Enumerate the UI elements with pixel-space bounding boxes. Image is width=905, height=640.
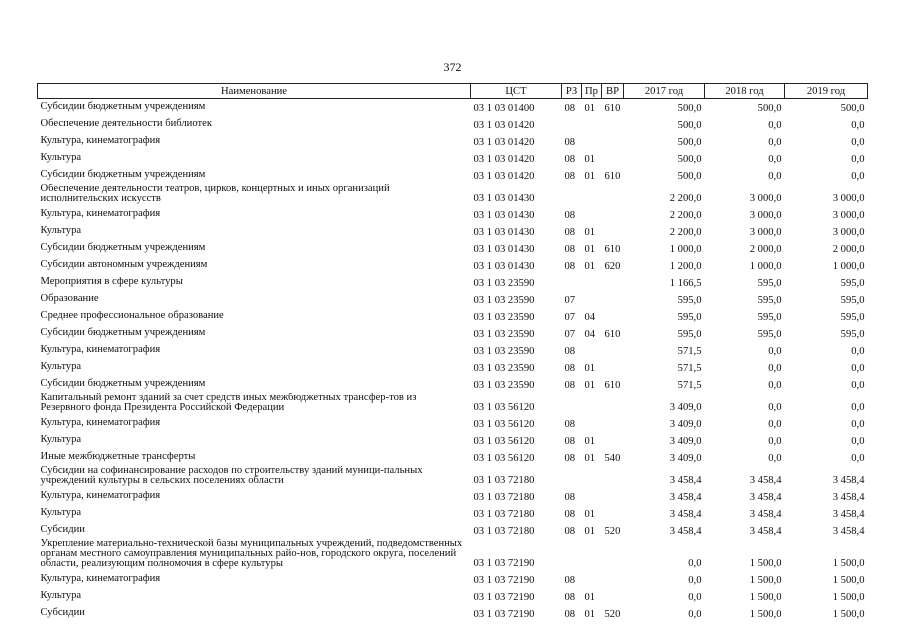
row-2019: 1 500,0 — [832, 558, 865, 569]
row-pr — [582, 291, 602, 308]
row-cst: 03 1 03 72190 — [473, 592, 535, 603]
row-2018: 0,0 — [768, 154, 782, 165]
row-pr — [582, 466, 602, 488]
row-pr — [582, 571, 602, 588]
row-2017: 0,0 — [688, 609, 702, 620]
row-pr — [582, 116, 602, 133]
row-cst: 03 1 03 72190 — [473, 609, 535, 620]
page-number: 372 — [443, 60, 462, 74]
row-rz: 08 — [564, 380, 576, 391]
row-name: Капитальный ремонт зданий за счет средств иных межбюджетных трансфер-тов из Резервного фонда Президента Российской Федерации — [40, 393, 417, 413]
table-row — [38, 257, 868, 274]
row-cst: 03 1 03 01430 — [473, 210, 535, 221]
budget-table — [37, 83, 868, 622]
row-name: Образование — [40, 293, 99, 304]
row-2018: 1 000,0 — [749, 261, 782, 272]
row-vr — [602, 393, 624, 415]
row-2018: 3 000,0 — [749, 227, 782, 238]
row-name: Обеспечение деятельности театров, цирков, концертных и иных организаций исполнительских искусств — [40, 184, 390, 204]
row-2019: 0,0 — [851, 402, 865, 413]
row-2019: 1 500,0 — [832, 592, 865, 603]
row-vr — [602, 133, 624, 150]
row-2019: 0,0 — [851, 419, 865, 430]
row-vr — [602, 274, 624, 291]
row-2017: 0,0 — [688, 592, 702, 603]
row-2018: 0,0 — [768, 436, 782, 447]
table-row — [38, 466, 868, 488]
row-name: Субсидии на софинансирование расходов по строительству зданий муници-пальных учреждений культуры в сельских поселениях области — [40, 466, 423, 486]
row-rz: 08 — [564, 453, 576, 464]
header-2019: 2019 год — [785, 84, 868, 99]
header-2017: 2017 год — [624, 84, 705, 99]
row-vr — [602, 116, 624, 133]
row-cst: 03 1 03 23590 — [473, 363, 535, 374]
row-pr: 01 — [584, 509, 596, 520]
table-row — [38, 342, 868, 359]
row-pr: 01 — [584, 244, 596, 255]
table-row — [38, 415, 868, 432]
row-name: Культура, кинематография — [40, 135, 161, 146]
row-name: Субсидии бюджетным учреждениям — [40, 327, 206, 338]
row-2018: 3 000,0 — [749, 210, 782, 221]
row-cst: 03 1 03 72180 — [473, 475, 535, 486]
row-name: Субсидии — [40, 524, 85, 535]
row-2019: 3 000,0 — [832, 193, 865, 204]
row-vr — [602, 184, 624, 206]
row-2018: 0,0 — [768, 380, 782, 391]
row-2019: 2 000,0 — [832, 244, 865, 255]
row-rz: 08 — [564, 154, 576, 165]
row-2017: 3 409,0 — [669, 453, 702, 464]
row-2018: 595,0 — [757, 329, 782, 340]
row-2017: 1 200,0 — [669, 261, 702, 272]
row-2017: 3 458,4 — [669, 475, 702, 486]
row-2018: 595,0 — [757, 278, 782, 289]
header-rz: РЗ — [562, 84, 582, 99]
row-2018: 2 000,0 — [749, 244, 782, 255]
row-2017: 595,0 — [677, 312, 702, 323]
row-2019: 0,0 — [851, 120, 865, 131]
row-2018: 3 458,4 — [749, 526, 782, 537]
row-cst: 03 1 03 23590 — [473, 346, 535, 357]
row-2017: 3 409,0 — [669, 402, 702, 413]
row-2018: 0,0 — [768, 346, 782, 357]
table-row — [38, 505, 868, 522]
row-vr — [602, 466, 624, 488]
row-name: Культура — [40, 225, 82, 236]
row-cst: 03 1 03 72180 — [473, 526, 535, 537]
row-vr — [602, 488, 624, 505]
row-2017: 0,0 — [688, 558, 702, 569]
row-rz — [562, 184, 582, 206]
table-row — [38, 605, 868, 622]
row-pr: 01 — [584, 103, 596, 114]
row-rz: 08 — [564, 509, 576, 520]
row-rz: 08 — [564, 346, 576, 357]
row-rz: 08 — [564, 103, 576, 114]
row-2017: 571,5 — [677, 363, 702, 374]
row-cst: 03 1 03 23590 — [473, 295, 535, 306]
row-name: Субсидии бюджетным учреждениям — [40, 378, 206, 389]
row-name: Культура — [40, 507, 82, 518]
row-2017: 2 200,0 — [669, 193, 702, 204]
header-2018: 2018 год — [705, 84, 785, 99]
table-row — [38, 393, 868, 415]
row-pr: 01 — [584, 227, 596, 238]
row-pr: 01 — [584, 526, 596, 537]
row-vr — [602, 539, 624, 571]
row-rz: 08 — [564, 363, 576, 374]
row-2019: 500,0 — [840, 103, 865, 114]
row-pr — [582, 342, 602, 359]
row-vr: 610 — [604, 329, 621, 340]
row-2017: 500,0 — [677, 137, 702, 148]
row-rz — [562, 274, 582, 291]
row-2018: 1 500,0 — [749, 592, 782, 603]
row-vr: 540 — [604, 453, 621, 464]
row-pr: 01 — [584, 380, 596, 391]
row-2017: 500,0 — [677, 120, 702, 131]
row-rz — [562, 466, 582, 488]
row-vr — [602, 505, 624, 522]
row-name: Обеспечение деятельности библиотек — [40, 118, 212, 129]
row-name: Субсидии бюджетным учреждениям — [40, 101, 206, 112]
row-2019: 0,0 — [851, 436, 865, 447]
row-pr: 04 — [584, 329, 596, 340]
row-vr — [602, 291, 624, 308]
row-rz: 08 — [564, 592, 576, 603]
row-pr: 01 — [584, 363, 596, 374]
row-2018: 1 500,0 — [749, 609, 782, 620]
row-2018: 595,0 — [757, 295, 782, 306]
row-vr — [602, 571, 624, 588]
row-name: Субсидии автономным учреждениям — [40, 259, 208, 270]
row-rz: 08 — [564, 261, 576, 272]
row-cst: 03 1 03 01420 — [473, 171, 535, 182]
table-row — [38, 150, 868, 167]
row-2018: 3 458,4 — [749, 492, 782, 503]
table-row — [38, 522, 868, 539]
row-rz: 08 — [564, 419, 576, 430]
header-pr: Пр — [582, 84, 602, 99]
row-cst: 03 1 03 56120 — [473, 453, 535, 464]
row-rz: 07 — [564, 312, 576, 323]
row-pr: 01 — [584, 609, 596, 620]
row-cst: 03 1 03 56120 — [473, 402, 535, 413]
row-vr: 520 — [604, 609, 621, 620]
row-rz: 07 — [564, 329, 576, 340]
row-rz: 08 — [564, 575, 576, 586]
row-pr — [582, 539, 602, 571]
row-2018: 0,0 — [768, 363, 782, 374]
row-pr — [582, 133, 602, 150]
row-2018: 0,0 — [768, 453, 782, 464]
row-cst: 03 1 03 23590 — [473, 329, 535, 340]
row-name: Культура — [40, 590, 82, 601]
row-2017: 2 200,0 — [669, 210, 702, 221]
table-row — [38, 240, 868, 257]
row-name: Субсидии — [40, 607, 85, 618]
table-row — [38, 167, 868, 184]
row-2018: 0,0 — [768, 171, 782, 182]
row-pr — [582, 274, 602, 291]
row-cst: 03 1 03 01400 — [473, 103, 535, 114]
row-cst: 03 1 03 01430 — [473, 193, 535, 204]
row-vr — [602, 206, 624, 223]
row-rz: 08 — [564, 210, 576, 221]
row-2017: 3 458,4 — [669, 509, 702, 520]
table-row — [38, 274, 868, 291]
header-name: Наименование — [38, 84, 471, 99]
row-2018: 500,0 — [757, 103, 782, 114]
row-name: Субсидии бюджетным учреждениям — [40, 169, 206, 180]
row-rz: 08 — [564, 137, 576, 148]
row-name: Культура, кинематография — [40, 417, 161, 428]
row-2017: 1 000,0 — [669, 244, 702, 255]
row-rz: 08 — [564, 171, 576, 182]
row-cst: 03 1 03 72180 — [473, 509, 535, 520]
row-cst: 03 1 03 01420 — [473, 120, 535, 131]
row-2018: 0,0 — [768, 137, 782, 148]
row-vr — [602, 308, 624, 325]
row-2019: 595,0 — [840, 312, 865, 323]
row-2019: 0,0 — [851, 346, 865, 357]
row-vr: 620 — [604, 261, 621, 272]
row-2017: 3 409,0 — [669, 419, 702, 430]
row-name: Среднее профессиональное образование — [40, 310, 224, 321]
row-name: Культура — [40, 152, 82, 163]
row-vr: 610 — [604, 103, 621, 114]
row-name: Культура, кинематография — [40, 573, 161, 584]
row-rz: 08 — [564, 244, 576, 255]
table-row — [38, 359, 868, 376]
table-row — [38, 223, 868, 240]
row-vr — [602, 342, 624, 359]
row-cst: 03 1 03 01420 — [473, 154, 535, 165]
table-body — [38, 99, 868, 623]
row-2019: 0,0 — [851, 380, 865, 391]
row-cst: 03 1 03 23590 — [473, 312, 535, 323]
row-rz — [562, 539, 582, 571]
table-row — [38, 325, 868, 342]
row-pr — [582, 206, 602, 223]
row-pr: 01 — [584, 592, 596, 603]
row-2017: 3 458,4 — [669, 492, 702, 503]
row-vr — [602, 415, 624, 432]
row-name: Иные межбюджетные трансферты — [40, 451, 196, 462]
row-rz: 08 — [564, 227, 576, 238]
row-2019: 1 500,0 — [832, 575, 865, 586]
table-row — [38, 291, 868, 308]
row-2019: 3 458,4 — [832, 509, 865, 520]
row-2018: 3 000,0 — [749, 193, 782, 204]
row-cst: 03 1 03 01430 — [473, 261, 535, 272]
row-2019: 3 458,4 — [832, 492, 865, 503]
table-row — [38, 571, 868, 588]
row-pr — [582, 393, 602, 415]
row-pr: 04 — [584, 312, 596, 323]
row-2018: 1 500,0 — [749, 558, 782, 569]
table-row — [38, 588, 868, 605]
row-name: Культура, кинематография — [40, 208, 161, 219]
table-row — [38, 449, 868, 466]
row-2019: 0,0 — [851, 453, 865, 464]
row-pr — [582, 184, 602, 206]
header-cst: ЦСТ — [471, 84, 562, 99]
table-row — [38, 376, 868, 393]
row-2019: 1 000,0 — [832, 261, 865, 272]
row-name: Культура — [40, 361, 82, 372]
row-2019: 0,0 — [851, 154, 865, 165]
row-pr — [582, 415, 602, 432]
row-name: Культура, кинематография — [40, 344, 161, 355]
row-2018: 0,0 — [768, 120, 782, 131]
table-row — [38, 133, 868, 150]
row-2019: 595,0 — [840, 278, 865, 289]
row-name: Культура — [40, 434, 82, 445]
row-2019: 3 000,0 — [832, 227, 865, 238]
row-cst: 03 1 03 23590 — [473, 278, 535, 289]
row-2019: 0,0 — [851, 171, 865, 182]
row-2017: 500,0 — [677, 171, 702, 182]
row-2019: 1 500,0 — [832, 609, 865, 620]
row-vr — [602, 223, 624, 240]
row-cst: 03 1 03 72180 — [473, 492, 535, 503]
table-row — [38, 539, 868, 571]
row-2017: 500,0 — [677, 103, 702, 114]
row-rz: 08 — [564, 609, 576, 620]
row-2018: 0,0 — [768, 402, 782, 413]
row-vr — [602, 359, 624, 376]
table-row — [38, 308, 868, 325]
row-name: Мероприятия в сфере культуры — [40, 276, 183, 287]
row-pr: 01 — [584, 154, 596, 165]
row-2019: 0,0 — [851, 363, 865, 374]
header-vr: ВР — [602, 84, 624, 99]
row-2019: 3 000,0 — [832, 210, 865, 221]
row-2017: 571,5 — [677, 346, 702, 357]
row-cst: 03 1 03 56120 — [473, 436, 535, 447]
row-cst: 03 1 03 23590 — [473, 380, 535, 391]
row-cst: 03 1 03 56120 — [473, 419, 535, 430]
row-2019: 0,0 — [851, 137, 865, 148]
row-name: Субсидии бюджетным учреждениям — [40, 242, 206, 253]
table-row — [38, 184, 868, 206]
row-cst: 03 1 03 01430 — [473, 227, 535, 238]
table-header — [38, 84, 868, 99]
row-2017: 571,5 — [677, 380, 702, 391]
row-rz — [562, 393, 582, 415]
row-vr: 520 — [604, 526, 621, 537]
row-2017: 3 458,4 — [669, 526, 702, 537]
row-vr — [602, 150, 624, 167]
row-pr: 01 — [584, 453, 596, 464]
row-2017: 1 166,5 — [669, 278, 702, 289]
row-cst: 03 1 03 01430 — [473, 244, 535, 255]
table-row — [38, 488, 868, 505]
row-2017: 0,0 — [688, 575, 702, 586]
row-2018: 1 500,0 — [749, 575, 782, 586]
row-pr: 01 — [584, 261, 596, 272]
table-row — [38, 99, 868, 117]
row-pr: 01 — [584, 171, 596, 182]
table-row — [38, 116, 868, 133]
table-row — [38, 432, 868, 449]
row-rz — [562, 116, 582, 133]
row-2017: 595,0 — [677, 295, 702, 306]
row-pr — [582, 488, 602, 505]
row-2017: 500,0 — [677, 154, 702, 165]
row-2019: 3 458,4 — [832, 526, 865, 537]
row-name: Укрепление материально-технической базы муниципальных учреждений, подведомственных органам местного самоуправления муниципальных райо-нов, городского округа, поселений области, реализующим полномочия в сфере культуры — [40, 539, 463, 569]
row-2019: 3 458,4 — [832, 475, 865, 486]
table-row — [38, 206, 868, 223]
row-vr — [602, 432, 624, 449]
row-cst: 03 1 03 72190 — [473, 558, 535, 569]
row-rz: 07 — [564, 295, 576, 306]
row-2018: 3 458,4 — [749, 509, 782, 520]
row-rz: 08 — [564, 526, 576, 537]
row-2018: 0,0 — [768, 419, 782, 430]
row-cst: 03 1 03 01420 — [473, 137, 535, 148]
row-vr: 610 — [604, 380, 621, 391]
row-2019: 595,0 — [840, 295, 865, 306]
row-cst: 03 1 03 72190 — [473, 575, 535, 586]
row-2017: 3 409,0 — [669, 436, 702, 447]
row-2018: 3 458,4 — [749, 475, 782, 486]
row-2019: 595,0 — [840, 329, 865, 340]
row-2017: 2 200,0 — [669, 227, 702, 238]
row-vr: 610 — [604, 244, 621, 255]
row-rz: 08 — [564, 492, 576, 503]
row-pr: 01 — [584, 436, 596, 447]
row-name: Культура, кинематография — [40, 490, 161, 501]
row-vr — [602, 588, 624, 605]
row-2018: 595,0 — [757, 312, 782, 323]
row-2017: 595,0 — [677, 329, 702, 340]
row-rz: 08 — [564, 436, 576, 447]
row-vr: 610 — [604, 171, 621, 182]
